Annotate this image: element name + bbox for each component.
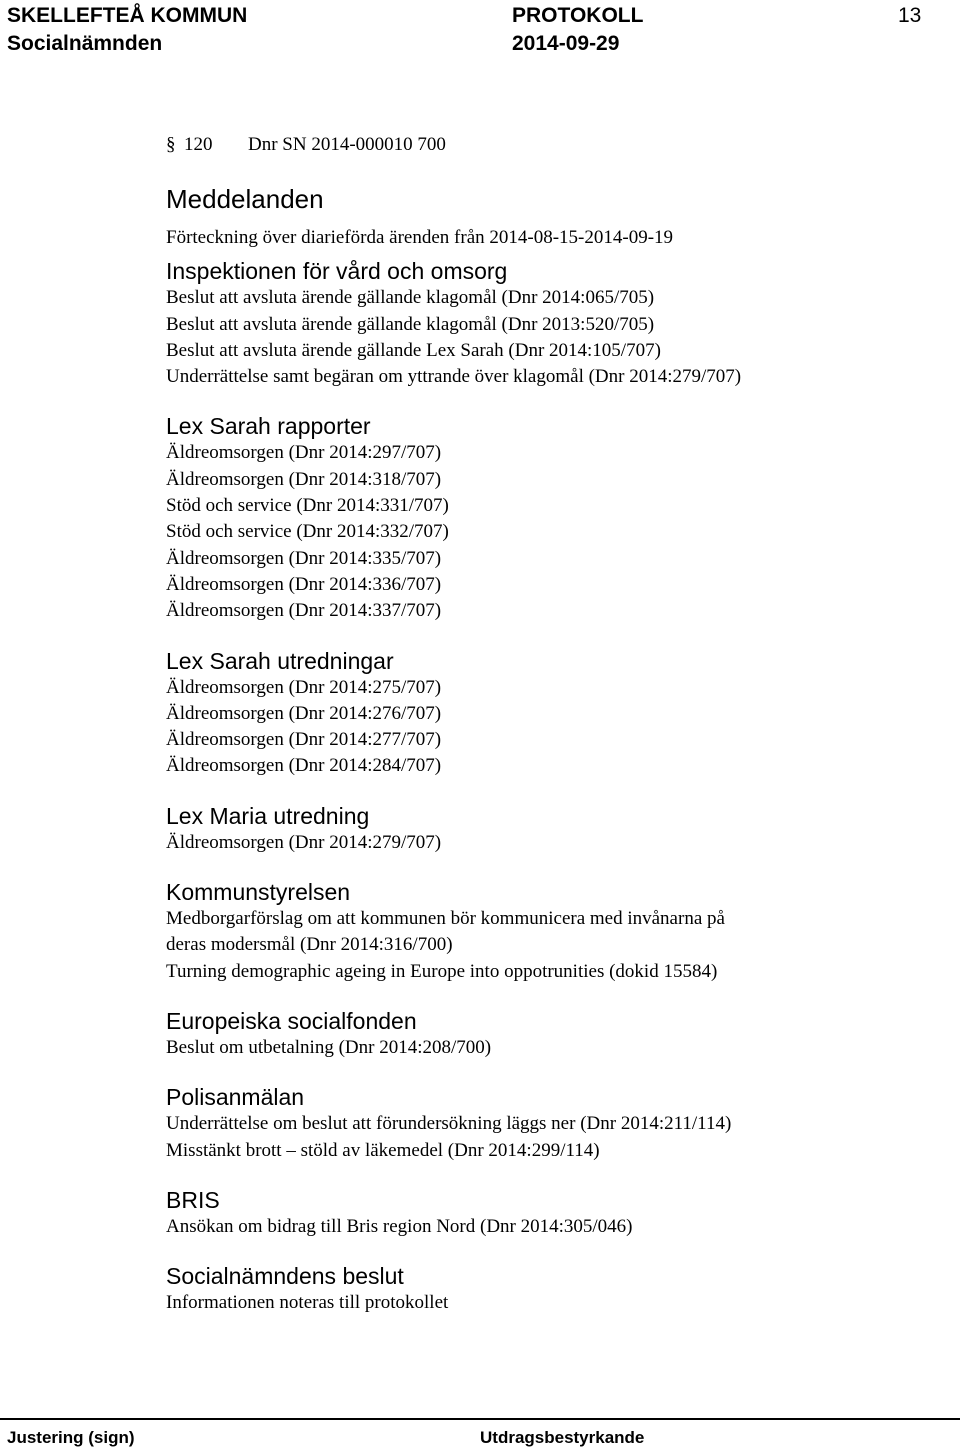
section-item: Beslut att avsluta ärende gällande Lex Sarah (Dnr 2014:105/707) (166, 339, 661, 361)
section-item: Äldreomsorgen (Dnr 2014:337/707) (166, 600, 442, 622)
protocol-body (166, 132, 936, 1316)
organization-name: SKELLEFTEÅ KOMMUN (7, 4, 248, 27)
section-item: Äldreomsorgen (Dnr 2014:297/707) (166, 442, 442, 464)
message-section (166, 1186, 936, 1240)
section-item: Ansökan om bidrag till Bris region Nord (Dnr 2014:305/046) (166, 1215, 633, 1237)
section-heading: Europeiska socialfonden (166, 1007, 417, 1034)
section-item: Medborgarförslag om att kommunen bör kommunicera med invånarna på (166, 908, 725, 930)
section-heading: Lex Maria utredning (166, 802, 370, 829)
section-heading: Lex Sarah rapporter (166, 413, 371, 440)
section-item: Äldreomsorgen (Dnr 2014:275/707) (166, 676, 442, 698)
message-sections (166, 257, 936, 1316)
section-item: Äldreomsorgen (Dnr 2014:279/707) (166, 831, 442, 853)
message-section (166, 1262, 936, 1316)
section-item: Äldreomsorgen (Dnr 2014:336/707) (166, 573, 442, 595)
section-item: Äldreomsorgen (Dnr 2014:284/707) (166, 755, 442, 777)
case-number: Dnr SN 2014-000010 700 (248, 134, 446, 155)
section-item: Informationen noteras till protokollet (166, 1292, 449, 1314)
message-section (166, 878, 936, 985)
section-item: Beslut att avsluta ärende gällande klagomål (Dnr 2013:520/705) (166, 313, 655, 335)
department-name: Socialnämnden (7, 32, 163, 55)
page-header (0, 0, 960, 60)
paragraph-number: 120 (184, 134, 213, 155)
message-section (166, 647, 936, 780)
document-type: PROTOKOLL (512, 4, 644, 27)
section-item: Turning demographic ageing in Europe into oppotrunities (dokid 15584) (166, 960, 718, 982)
paragraph-reference (166, 132, 936, 158)
page-number: 13 (898, 4, 922, 27)
section-item: Stöd och service (Dnr 2014:332/707) (166, 521, 449, 543)
message-section (166, 1083, 936, 1164)
page-title: Meddelanden (166, 184, 324, 214)
section-item: Äldreomsorgen (Dnr 2014:277/707) (166, 729, 442, 751)
signature-label: Justering (sign) (7, 1428, 135, 1447)
section-item: Underrättelse om beslut att förundersökning läggs ner (Dnr 2014:211/114) (166, 1113, 732, 1135)
message-section (166, 257, 936, 390)
page-footer (0, 1418, 960, 1451)
section-item: deras modersmål (Dnr 2014:316/700) (166, 934, 453, 956)
section-heading: Lex Sarah utredningar (166, 647, 394, 674)
intro-text: Förteckning över diarieförda ärenden från 2014-08-15-2014-09-19 (166, 227, 674, 248)
section-item: Äldreomsorgen (Dnr 2014:318/707) (166, 468, 442, 490)
meeting-date: 2014-09-29 (512, 32, 620, 55)
section-item: Äldreomsorgen (Dnr 2014:335/707) (166, 547, 442, 569)
section-item: Misstänkt brott – stöld av läkemedel (Dnr 2014:299/114) (166, 1139, 600, 1161)
section-item: Stöd och service (Dnr 2014:331/707) (166, 495, 449, 517)
section-heading: Socialnämndens beslut (166, 1263, 404, 1290)
section-heading: Kommunstyrelsen (166, 879, 351, 906)
message-section (166, 1007, 936, 1061)
section-item: Äldreomsorgen (Dnr 2014:276/707) (166, 702, 442, 724)
certified-extract-label: Utdragsbestyrkande (480, 1428, 645, 1447)
section-sign: § (166, 134, 176, 155)
section-item: Underrättelse samt begäran om yttrande över klagomål (Dnr 2014:279/707) (166, 366, 742, 388)
section-item: Beslut att avsluta ärende gällande klagomål (Dnr 2014:065/705) (166, 287, 655, 309)
section-heading: Polisanmälan (166, 1084, 305, 1111)
message-section (166, 802, 936, 856)
footer-divider (0, 1418, 960, 1420)
section-heading: BRIS (166, 1186, 220, 1213)
message-section (166, 412, 936, 624)
section-item: Beslut om utbetalning (Dnr 2014:208/700) (166, 1036, 492, 1058)
section-heading: Inspektionen för vård och omsorg (166, 258, 508, 285)
